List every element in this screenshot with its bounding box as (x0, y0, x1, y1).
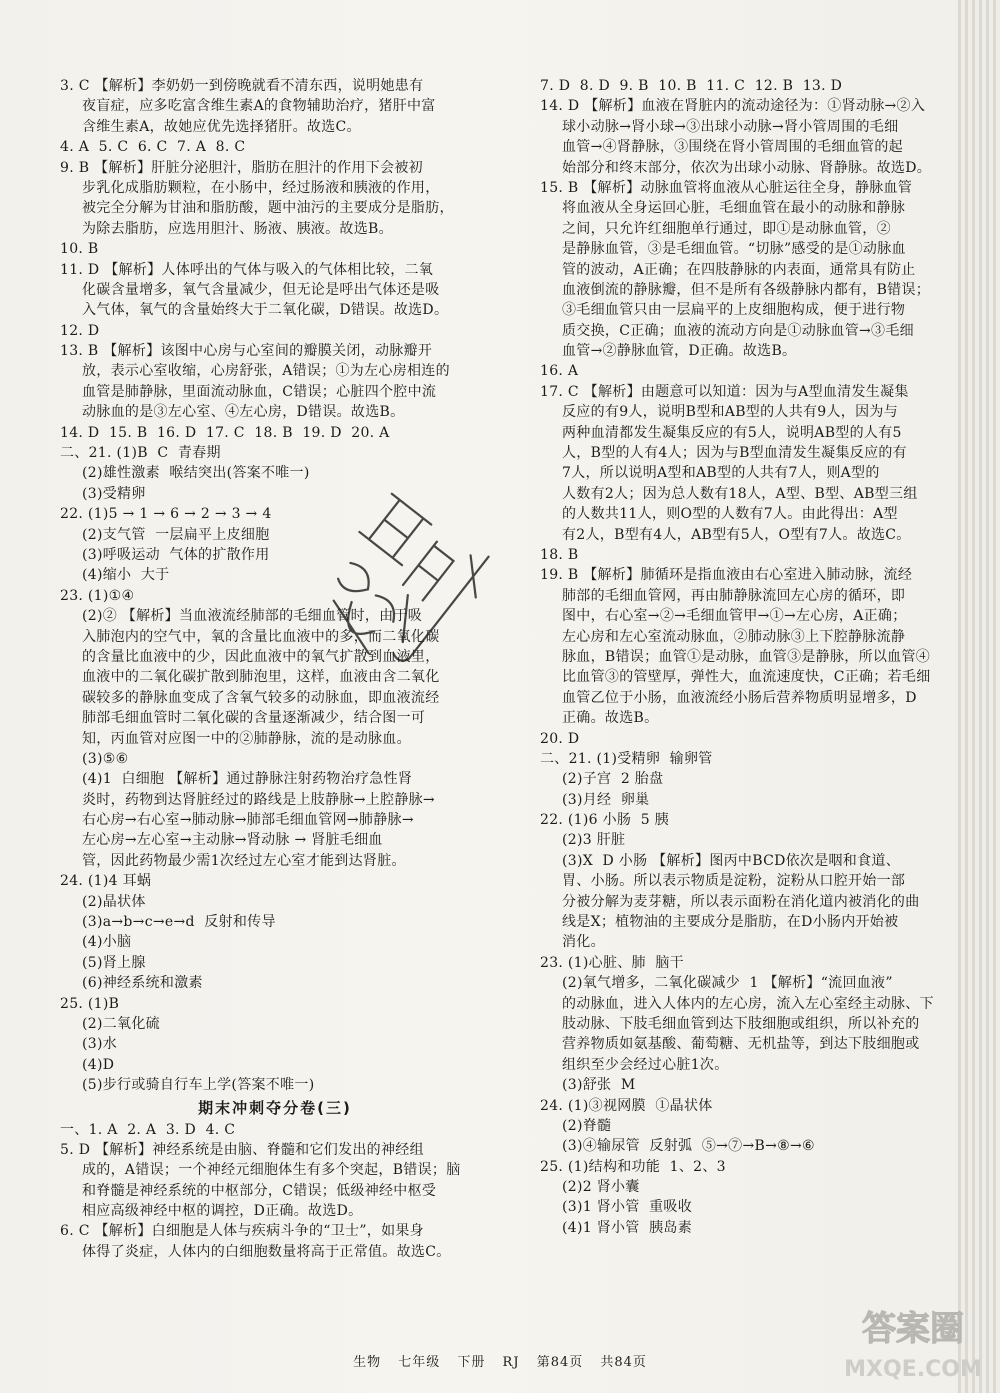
answer-line: 4. A 5. C 6. C 7. A 8. C (60, 139, 246, 156)
answer-line: 的含量比血液中的少，因此血液中的氧气扩散到血液里， (82, 648, 440, 665)
answer-line: (4)缩小 大于 (82, 567, 170, 584)
answer-line: (2)氧气增多，二氧化碳减少 1 【解析】“流回血液” (562, 975, 893, 992)
left-answer-lines (60, 76, 490, 1096)
answer-line: (3)④输尿管 反射弧 ⑤→⑦→B→⑧→⑥ (562, 1138, 815, 1155)
answer-line: (3)月经 卵巢 (562, 791, 650, 808)
answer-line: 23. (1)①④ (60, 587, 135, 604)
answer-line: (4)小脑 (82, 934, 132, 951)
answer-line: 动脉血的是③左心室、④左心房，D错误。故选B。 (82, 404, 405, 421)
answer-line: 17. C 【解析】由题意可以知道：因为与A型血清发生凝集 (540, 383, 909, 400)
answer-line: (5)步行或骑自行车上学(答案不唯一) (82, 1077, 315, 1094)
answer-line: 管的波动，A正确；在四肢静脉的内表面，通常具有防止 (562, 261, 916, 278)
answer-line: 比血管③的管壁厚，弹性大，血流速度快，C正确；若毛细 (562, 669, 931, 686)
answer-line: (4)D (82, 1056, 115, 1073)
answer-line: (2)子宫 2 胎盘 (562, 771, 664, 788)
answer-line: 消化。 (562, 934, 605, 951)
answer-line: (3)受精卵 (82, 485, 146, 502)
answer-line: 夜盲症，应多吃富含维生素A的食物辅助治疗，猪肝中富 (82, 98, 436, 115)
answer-line: 5. D 【解析】神经系统是由脑、脊髓和它们发出的神经组 (60, 1141, 424, 1158)
footer-edition: RJ (502, 1355, 520, 1370)
left-answer-lines-2 (60, 1120, 490, 1263)
answer-line: 血液中的二氧化碳扩散到肺泡里，这样，血液由含二氧化 (82, 669, 440, 686)
answer-line: 质交换，C正确；血液的流动方向是①动脉血管→③毛细 (562, 322, 914, 339)
answer-line: (3)1 肾小管 重吸收 (562, 1199, 692, 1216)
watermark-top: 答案圈 (862, 1309, 964, 1349)
answer-line: 20. D (540, 730, 580, 747)
watermark-bottom: MXQE.COM (844, 1357, 982, 1382)
answer-line: 被完全分解为甘油和脂肪酸，题中油污的主要成分是脂肪， (82, 200, 454, 217)
answer-line: (2)脊髓 (562, 1117, 612, 1134)
answer-line: 19. B 【解析】肺循环是指血液由右心室进入肺动脉，流经 (540, 567, 913, 584)
answer-line: 碳较多的静脉血变成了含氧气较多的动脉血，即血液流经 (82, 689, 440, 706)
answer-line: (2)支气管 一层扁平上皮细胞 (82, 526, 270, 543)
answer-line: 13. B 【解析】该图中心房与心室间的瓣膜关闭，动脉瓣开 (60, 343, 433, 360)
answer-line: 有2人，B型有4人，AB型有5人，O型有7人。故选C。 (562, 526, 911, 543)
answer-line: 是静脉血管，③是毛细血管。“切脉”感受的是①动脉血 (562, 241, 906, 258)
left-column (60, 76, 490, 1262)
watermark-logo (838, 1294, 988, 1388)
answer-line: 25. (1)结构和功能 1、2、3 (540, 1158, 726, 1175)
answer-line: 体得了炎症，人体内的白细胞数量将高于正常值。故选C。 (82, 1243, 451, 1260)
answer-line: (3)X D 小肠 【解析】图丙中BCD依次是咽和食道、 (562, 852, 901, 869)
answer-line: 血管乙位于小肠，血液流经小肠后营养物质明显增多，D (562, 689, 917, 706)
answer-line: 的人数共11人，则O型的人数有7人。由此得出：A型 (562, 506, 898, 523)
right-column (540, 76, 960, 1238)
answer-line: 血管→④肾静脉，③围绕在肾小管周围的毛细血管的起 (562, 139, 903, 156)
answer-line: 11. D 【解析】人体呼出的气体与吸入的气体相比较，二氧 (60, 261, 434, 278)
answer-line: 入肺泡内的空气中，氧的含量比血液中的多，而二氧化碳 (82, 628, 440, 645)
answer-line: 15. B 【解析】动脉血管将血液从心脏运往全身，静脉血管 (540, 179, 913, 196)
answer-line: 23. (1)心脏、肺 脑干 (540, 954, 684, 971)
answer-line: 组织至少会经过心脏1次。 (562, 1056, 729, 1073)
answer-line: 化碳含量增多，氧气含量减少，但无论是呼出气体还是吸 (82, 281, 440, 298)
answer-line: 12. D (60, 322, 100, 339)
answer-line: ③毛细血管只由一层扁平的上皮细胞构成，便于进行物 (562, 302, 906, 319)
answer-line: (3)a→b→c→e→d 反射和传导 (82, 914, 276, 931)
answer-line: 9. B 【解析】肝脏分泌胆汁，脂肪在胆汁的作用下会被初 (60, 159, 423, 176)
answer-line: (3)舒张 M (562, 1077, 636, 1094)
answer-line: 将血液从全身运回心脏，毛细血管在最小的动脉和静脉 (562, 200, 906, 217)
answer-line: 分被分解为麦芽糖，所以表示面粉在消化道内被消化的曲 (562, 893, 920, 910)
page-footer (0, 1351, 1000, 1370)
answer-line: 3. C 【解析】李奶奶一到傍晚就看不清东西，说明她患有 (60, 78, 424, 94)
answer-line: 7. D 8. D 9. B 10. B 11. C 12. B 13. D (540, 78, 843, 94)
right-answer-lines (540, 76, 960, 1238)
answer-line: 7人，所以说明A型和AB型的人共有7人，则A型的 (562, 465, 880, 482)
answer-line: 二、21. (1)B C 青春期 (60, 445, 221, 462)
answer-line: 脉血，B错误；血管①是动脉，血管③是静脉，所以血管④ (562, 648, 931, 665)
answer-line: (3)呼吸运动 气体的扩散作用 (82, 546, 270, 563)
answer-line: 为除去脂肪，应选用胆汁、肠液、胰液。故选B。 (82, 220, 393, 237)
answer-line: 14. D 【解析】血液在肾脏内的流动途径为：①肾动脉→②入 (540, 98, 926, 115)
answer-line: 的动脉血，进入人体内的左心房，流入左心室经主动脉、下 (562, 995, 934, 1012)
answer-line: 6. C 【解析】白细胞是人体与疾病斗争的“卫士”，如果身 (60, 1223, 424, 1240)
answer-line: 肢动脉、下肢毛细血管到达下肢细胞或组织，所以补充的 (562, 1015, 920, 1032)
answer-line: 24. (1)③视网膜 ①晶状体 (540, 1097, 713, 1114)
answer-line: 25. (1)B (60, 995, 120, 1012)
answer-line: (2)② 【解析】当血液流经肺部的毛细血管时，由于吸 (82, 608, 423, 625)
answer-line: 始部分和终末部分，依次为出球小动脉、肾静脉。故选D。 (562, 159, 932, 176)
answer-line: 胃、小肠。所以表示物质是淀粉，淀粉从口腔开始一部 (562, 873, 906, 890)
answer-line: (4)1 肾小管 胰岛素 (562, 1219, 692, 1236)
answer-line: 之间，只允许红细胞单行通过，即①是动脉血管，② (562, 220, 891, 237)
footer-subject: 生物 (353, 1355, 382, 1370)
footer-grade: 七年级 (398, 1355, 441, 1370)
answer-line: (5)肾上腺 (82, 954, 146, 971)
answer-line: 血液倒流的静脉瓣，但不是所有各级静脉内都有，B错误； (562, 281, 931, 298)
answer-line: 18. B (540, 546, 579, 563)
answer-line: 24. (1)4 耳蜗 (60, 873, 152, 890)
answer-line: 肺部毛细血管时二氧化碳的含量逐渐减少，结合图一可 (82, 710, 426, 727)
answer-line: 左心房→左心室→主动脉→肾动脉 → 肾脏毛细血 (82, 832, 383, 849)
answer-line: 正确。故选B。 (562, 710, 659, 727)
answer-line: 10. B (60, 241, 99, 258)
answer-line: 成的，A错误；一个神经元细胞体生有多个突起，B错误；脑 (82, 1162, 461, 1179)
section-title: 期末冲刺夺分卷(三) (198, 1098, 352, 1117)
answer-line: 营养物质如氨基酸、葡萄糖、无机盐等，到达下肢细胞或 (562, 1036, 920, 1053)
answer-line: 反应的有9人，说明B型和AB型的人共有9人，因为与 (562, 404, 898, 421)
answer-line: (4)1 白细胞 【解析】通过静脉注射药物治疗急性肾 (82, 771, 413, 788)
answer-line: 22. (1)5 → 1 → 6 → 2 → 3 → 4 (60, 506, 272, 523)
answer-line: 14. D 15. B 16. D 17. C 18. B 19. D 20. A (60, 424, 390, 441)
answer-line: (3)水 (82, 1036, 118, 1053)
answer-line: 管，因此药物最少需1次经过左心室才能到达肾脏。 (82, 852, 406, 869)
answer-line: 相应高级神经中枢的调控，D正确。故选D。 (82, 1203, 363, 1220)
answer-line: 球小动脉→肾小球→③出球小动脉→肾小管周围的毛细 (562, 118, 899, 135)
answer-line: 线是X；植物油的主要成分是脂肪，在D小肠内开始被 (562, 914, 899, 931)
answer-line: 一、1. A 2. A 3. D 4. C (60, 1121, 236, 1138)
answer-line: 图中，右心室→②→毛细血管甲→①→左心房，A正确； (562, 608, 907, 625)
footer-volume: 下册 (457, 1355, 486, 1370)
answer-line: 炎时，药物到达肾脏经过的路线是上肢静脉→上腔静脉→ (82, 791, 435, 808)
answer-line: 人数有2人；因为总人数有18人，A型、B型、AB型三组 (562, 485, 918, 502)
answer-line: (6)神经系统和激素 (82, 975, 203, 992)
answer-line: 含维生素A，故她应优先选择猪肝。故选C。 (82, 118, 361, 135)
book-spine-edge (958, 0, 1000, 1393)
answer-line: 16. A (540, 363, 579, 380)
answer-line: 和脊髓是神经系统的中枢部分，C错误；低级神经中枢受 (82, 1182, 437, 1199)
answer-line: (2)3 肝脏 (562, 832, 626, 849)
answer-line: 血管→②静脉血管，D正确。故选B。 (562, 343, 797, 360)
answer-line: 肺部的毛细血管网，再由肺静脉流回左心房的循环，即 (562, 587, 906, 604)
answer-line: 步乳化成脂肪颗粒，在小肠中，经过肠液和胰液的作用， (82, 179, 440, 196)
answer-line: 左心房和左心室流动脉血，②肺动脉③上下腔静脉流静 (562, 628, 906, 645)
answer-line: 血管是肺静脉，里面流动脉血，C错误；心脏四个腔中流 (82, 383, 437, 400)
answer-line: 右心房→右心室→肺动脉→肺部毛细血管网→肺静脉→ (82, 812, 414, 829)
answer-line: 22. (1)6 小肠 5 胰 (540, 812, 669, 829)
footer-page: 第84页 (536, 1355, 584, 1370)
answer-line: (3)⑤⑥ (82, 750, 129, 767)
answer-line: 入气体，氧气的含量始终大于二氧化碳，D错误。故选D。 (82, 302, 449, 319)
answer-line: 知，丙血管对应图一中的②肺静脉，流的是动脉血。 (82, 730, 411, 747)
footer-total: 共84页 (600, 1355, 647, 1370)
answer-line: 人，B型的人有4人；因为与B型血清发生凝集反应的有 (562, 445, 907, 462)
answer-line: (2)2 肾小囊 (562, 1179, 640, 1196)
answer-line: 两种血清都发生凝集反应的有5人，说明AB型的人有5 (562, 424, 902, 441)
answer-line: (2)晶状体 (82, 893, 146, 910)
answer-line: 二、21. (1)受精卵 输卵管 (540, 750, 713, 767)
answer-line: (2)二氧化硫 (82, 1015, 160, 1032)
answer-line: 放，表示心室收缩，心房舒张，A错误；①为左心房相连的 (82, 363, 450, 380)
answer-line: (2)雄性激素 喉结突出(答案不唯一) (82, 465, 310, 482)
